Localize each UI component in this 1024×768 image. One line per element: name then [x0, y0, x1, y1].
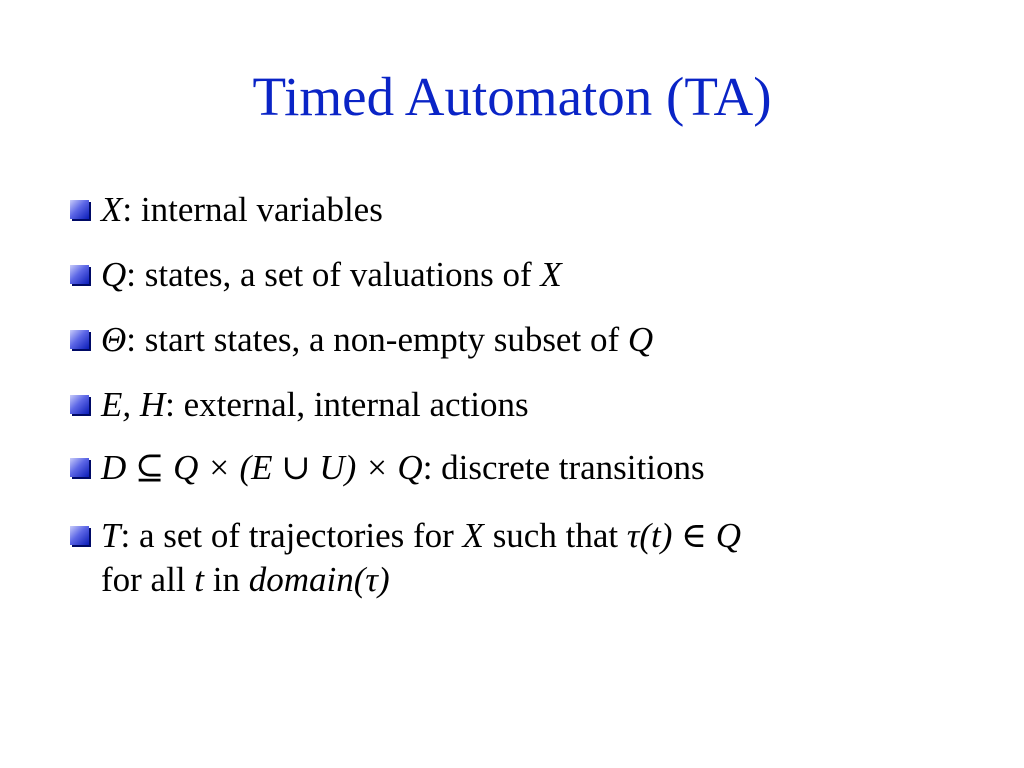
bullet-text: : external, internal actions — [165, 385, 529, 424]
square-bullet-icon — [70, 458, 89, 477]
bullet-text: : internal variables — [122, 190, 383, 229]
bullet-start-states — [70, 318, 970, 362]
bullet-discrete-transitions — [70, 446, 970, 490]
symbol-q: Q — [101, 255, 127, 294]
slide-title: Timed Automaton (TA) — [252, 66, 772, 127]
symbol-x: X — [462, 516, 484, 555]
formula-d: D ⊆ Q × (E ∪ U) × Q — [101, 448, 423, 487]
bullet-text: in — [204, 560, 249, 599]
symbol-theta: Θ — [101, 320, 127, 359]
symbol-e-h: E, H — [101, 385, 166, 424]
square-bullet-icon — [70, 330, 89, 349]
bullet-text: : start states, a non-empty subset of — [126, 320, 628, 359]
square-bullet-icon — [70, 526, 89, 545]
bullet-text: : states, a set of valuations of — [126, 255, 541, 294]
bullet-actions — [70, 383, 970, 427]
bullet-text: : discrete transitions — [422, 448, 705, 487]
formula-tau-in-q: τ(t) ∈ Q — [626, 516, 742, 555]
symbol-x: X — [101, 190, 123, 229]
square-bullet-icon — [70, 265, 89, 284]
symbol-q: Q — [627, 320, 654, 359]
square-bullet-icon — [70, 200, 89, 219]
bullet-list — [70, 188, 970, 602]
bullet-text: for all — [101, 560, 195, 599]
bullet-trajectories — [70, 514, 970, 602]
square-bullet-icon — [70, 395, 89, 414]
symbol-x: X — [540, 255, 562, 294]
symbol-t: T — [101, 516, 121, 555]
bullet-text: such that — [483, 516, 627, 555]
bullet-internal-variables — [70, 188, 970, 232]
bullet-text: : a set of trajectories for — [120, 516, 463, 555]
formula-domain-tau: domain(τ) — [248, 560, 390, 599]
symbol-t-lower: t — [194, 560, 205, 599]
bullet-states — [70, 253, 970, 297]
